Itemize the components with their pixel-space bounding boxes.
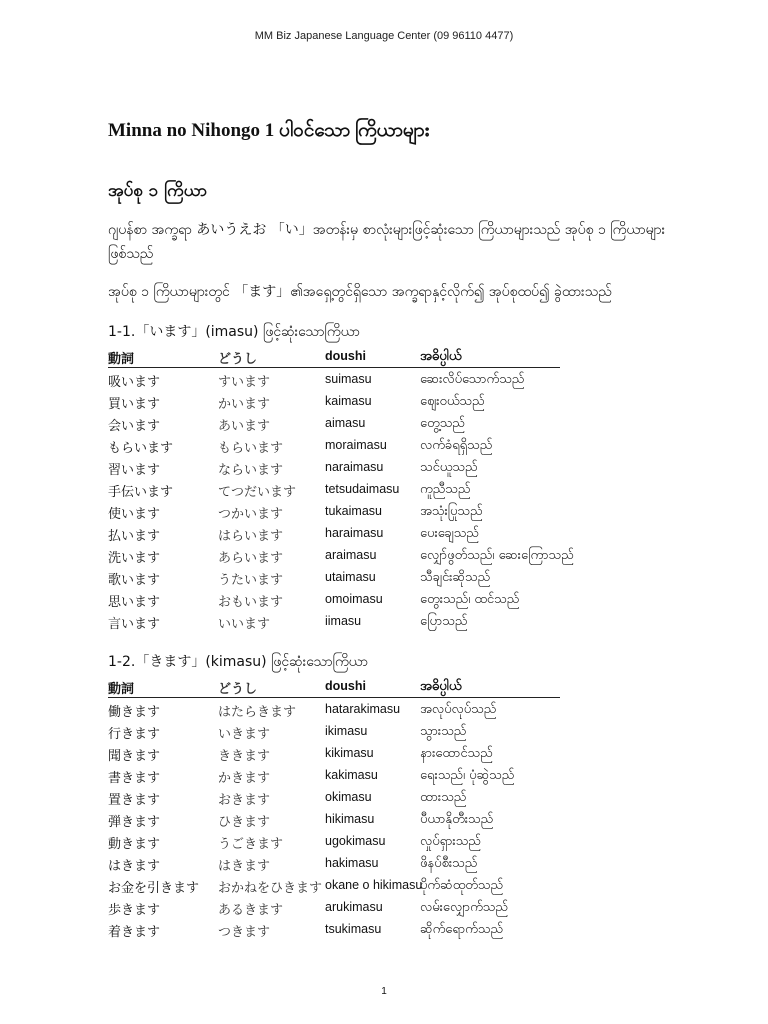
cell-romaji: tetsudaimasu [325, 482, 400, 496]
cell-meaning: ဆိုက်ရောက်သည် [420, 922, 504, 937]
group1-heading: အုပ်စု ၁ ကြိယာ [108, 181, 208, 201]
cell-meaning: တွေ့သည် [420, 416, 465, 431]
cell-romaji: araimasu [325, 548, 377, 562]
table-row [108, 786, 560, 808]
table-row [108, 698, 560, 720]
cell-meaning: သီချင်းဆိုသည် [420, 570, 491, 585]
cell-kanji: 思います [108, 595, 161, 610]
cell-hiragana: はたらきます [218, 705, 297, 720]
cell-hiragana: あいます [218, 419, 271, 434]
page-title: Minna no Nihongo 1 ပါဝင်သော ကြိယာများ [108, 120, 430, 141]
cell-meaning: ထားသည် [420, 790, 467, 805]
cell-meaning: ကူညီသည် [420, 482, 471, 497]
table-row [108, 742, 560, 764]
cell-romaji: aimasu [325, 416, 366, 430]
cell-hiragana: てつだいます [218, 485, 297, 500]
cell-meaning: အသုံးပြုသည် [420, 504, 483, 519]
cell-meaning: ဖိနပ်စီးသည် [420, 856, 478, 871]
table-header-row [108, 675, 560, 698]
cell-meaning: သင်ယူသည် [420, 460, 478, 475]
cell-hiragana: ひきます [218, 815, 271, 830]
cell-hiragana: うごきます [218, 837, 284, 852]
cell-hiragana: いいます [218, 617, 271, 632]
cell-hiragana: かきます [218, 771, 271, 786]
table-row [108, 544, 574, 566]
cell-romaji: hikimasu [325, 812, 375, 826]
cell-kanji: 行きます [108, 727, 161, 742]
cell-hiragana: ならいます [218, 463, 284, 478]
cell-kanji: 使います [108, 507, 161, 522]
column-header-kanji: 動詞 [108, 352, 135, 367]
cell-meaning: ဆေးလိပ်သောက်သည် [420, 372, 525, 387]
section-heading-kimasu: 1-2.「きます」(kimasu) ဖြင့်ဆုံးသောကြိယာ [108, 654, 369, 670]
cell-hiragana: あるきます [218, 903, 284, 918]
column-header-meaning: အဓိပ္ပါယ် [420, 679, 462, 694]
cell-kanji: 言います [108, 617, 161, 632]
cell-meaning: ပိုက်ဆံထုတ်သည် [420, 878, 504, 893]
cell-kanji: 買います [108, 397, 161, 412]
verb-table-imasu [108, 345, 574, 632]
cell-romaji: kakimasu [325, 768, 378, 782]
cell-meaning: သွားသည် [420, 724, 467, 739]
table-row [108, 500, 560, 522]
cell-hiragana: ききます [218, 749, 271, 764]
cell-hiragana: つきます [218, 925, 271, 940]
cell-hiragana: はらいます [218, 529, 284, 544]
column-header-meaning: အဓိပ္ပါယ် [420, 349, 462, 364]
page-header: MM Biz Japanese Language Center (09 96110 4477) [254, 30, 514, 42]
cell-hiragana: もらいます [218, 441, 284, 456]
cell-meaning: လမ်းလျှောက်သည် [420, 900, 508, 915]
cell-romaji: utaimasu [325, 570, 376, 584]
cell-hiragana: うたいます [218, 573, 284, 588]
column-header-romaji: doushi [325, 349, 366, 363]
table-row [108, 720, 560, 742]
cell-meaning: ပြောသည် [420, 614, 468, 629]
cell-meaning: လက်ခံရရှိသည် [420, 438, 493, 453]
table-row [108, 830, 560, 852]
cell-kanji: 書きます [108, 771, 161, 786]
cell-romaji: omoimasu [325, 592, 383, 606]
cell-romaji: okimasu [325, 790, 372, 804]
cell-kanji: はきます [108, 859, 161, 874]
cell-hiragana: あらいます [218, 551, 284, 566]
cell-kanji: 動きます [108, 837, 161, 852]
cell-hiragana: つかいます [218, 507, 284, 522]
cell-hiragana: はきます [218, 859, 271, 874]
cell-kanji: 払います [108, 529, 161, 544]
cell-hiragana: おもいます [218, 595, 284, 610]
cell-hiragana: いきます [218, 727, 271, 742]
page-number: 1 [381, 986, 387, 997]
cell-kanji: 置きます [108, 793, 161, 808]
cell-romaji: ikimasu [325, 724, 368, 738]
cell-meaning: ရေးသည်၊ ပုံဆွဲသည် [420, 768, 515, 783]
cell-meaning: လျှော်ဖွတ်သည်၊ ဆေးကြောသည် [420, 548, 574, 563]
verb-table-kimasu [108, 675, 560, 940]
cell-kanji: 働きます [108, 705, 161, 720]
cell-kanji: 歌います [108, 573, 161, 588]
cell-meaning: ပေးချေသည် [420, 526, 479, 541]
column-header-hiragana: どうし [218, 352, 258, 367]
cell-kanji: 習います [108, 463, 161, 478]
cell-kanji: 弾きます [108, 815, 161, 830]
cell-romaji: hakimasu [325, 856, 379, 870]
cell-romaji: kikimasu [325, 746, 374, 760]
cell-kanji: 洗います [108, 551, 161, 566]
cell-kanji: 歩きます [108, 903, 161, 918]
cell-kanji: 手伝います [108, 485, 174, 500]
table-row [108, 610, 560, 632]
cell-romaji: haraimasu [325, 526, 384, 540]
column-header-romaji: doushi [325, 679, 366, 693]
cell-kanji: 聞きます [108, 749, 161, 764]
table-row [108, 434, 560, 456]
cell-meaning: တွေးသည်၊ ထင်သည် [420, 592, 520, 607]
table-row [108, 896, 560, 918]
cell-kanji: もらいます [108, 441, 174, 456]
intro-paragraph: ဂျပန်စာ အက္ခရာ あいうえお 「い」အတန်းမှ စာလုံးများဖြင့်ဆုံးသော ကြိယာများသည် အုပ်စု ၁ ကြိယာများ ဖြစ်သည် [108, 222, 666, 262]
table-row [108, 852, 560, 874]
cell-kanji: 着きます [108, 925, 161, 940]
column-header-hiragana: どうし [218, 682, 258, 697]
cell-romaji: iimasu [325, 614, 362, 628]
table-row [108, 566, 560, 588]
cell-meaning: ပီယာနိုတီးသည် [420, 812, 494, 827]
cell-meaning: နားထောင်သည် [420, 746, 493, 761]
cell-romaji: tsukimasu [325, 922, 382, 936]
table-row [108, 456, 560, 478]
table-row [108, 478, 560, 500]
cell-hiragana: おかねをひきます [218, 881, 323, 896]
table-row [108, 874, 560, 896]
cell-kanji: お金を引きます [108, 881, 200, 896]
cell-romaji: tukaimasu [325, 504, 382, 518]
table-row [108, 588, 560, 610]
subgroup-paragraph: အုပ်စု ၁ ကြိယာများတွင် 「ます」၏အရှေ့တွင်ရှိသော အက္ခရာနှင့်လိုက်၍ အုပ်စုထပ်၍ ခွဲထားသည် [108, 284, 612, 300]
table-row [108, 918, 560, 940]
cell-romaji: okane o hikimasu [325, 878, 423, 892]
cell-kanji: 会います [108, 419, 161, 434]
table-header-row [108, 345, 560, 368]
table-row [108, 368, 560, 390]
cell-romaji: kaimasu [325, 394, 372, 408]
cell-romaji: moraimasu [325, 438, 387, 452]
cell-romaji: suimasu [325, 372, 372, 386]
cell-hiragana: すいます [218, 375, 271, 390]
column-header-kanji: 動詞 [108, 682, 135, 697]
table-row [108, 412, 560, 434]
cell-kanji: 吸います [108, 375, 161, 390]
section-heading-imasu: 1-1.「います」(imasu) ဖြင့်ဆုံးသောကြိယာ [108, 324, 360, 340]
cell-meaning: အလုပ်လုပ်သည် [420, 702, 497, 717]
table-row [108, 808, 560, 830]
cell-romaji: naraimasu [325, 460, 384, 474]
cell-meaning: ဈေးဝယ်သည် [420, 394, 485, 409]
cell-hiragana: おきます [218, 793, 271, 808]
table-row [108, 390, 560, 412]
cell-hiragana: かいます [218, 397, 271, 412]
cell-romaji: hatarakimasu [325, 702, 401, 716]
cell-romaji: arukimasu [325, 900, 383, 914]
cell-romaji: ugokimasu [325, 834, 386, 848]
table-row [108, 764, 560, 786]
cell-meaning: လှုပ်ရှားသည် [420, 834, 481, 849]
table-row [108, 522, 560, 544]
